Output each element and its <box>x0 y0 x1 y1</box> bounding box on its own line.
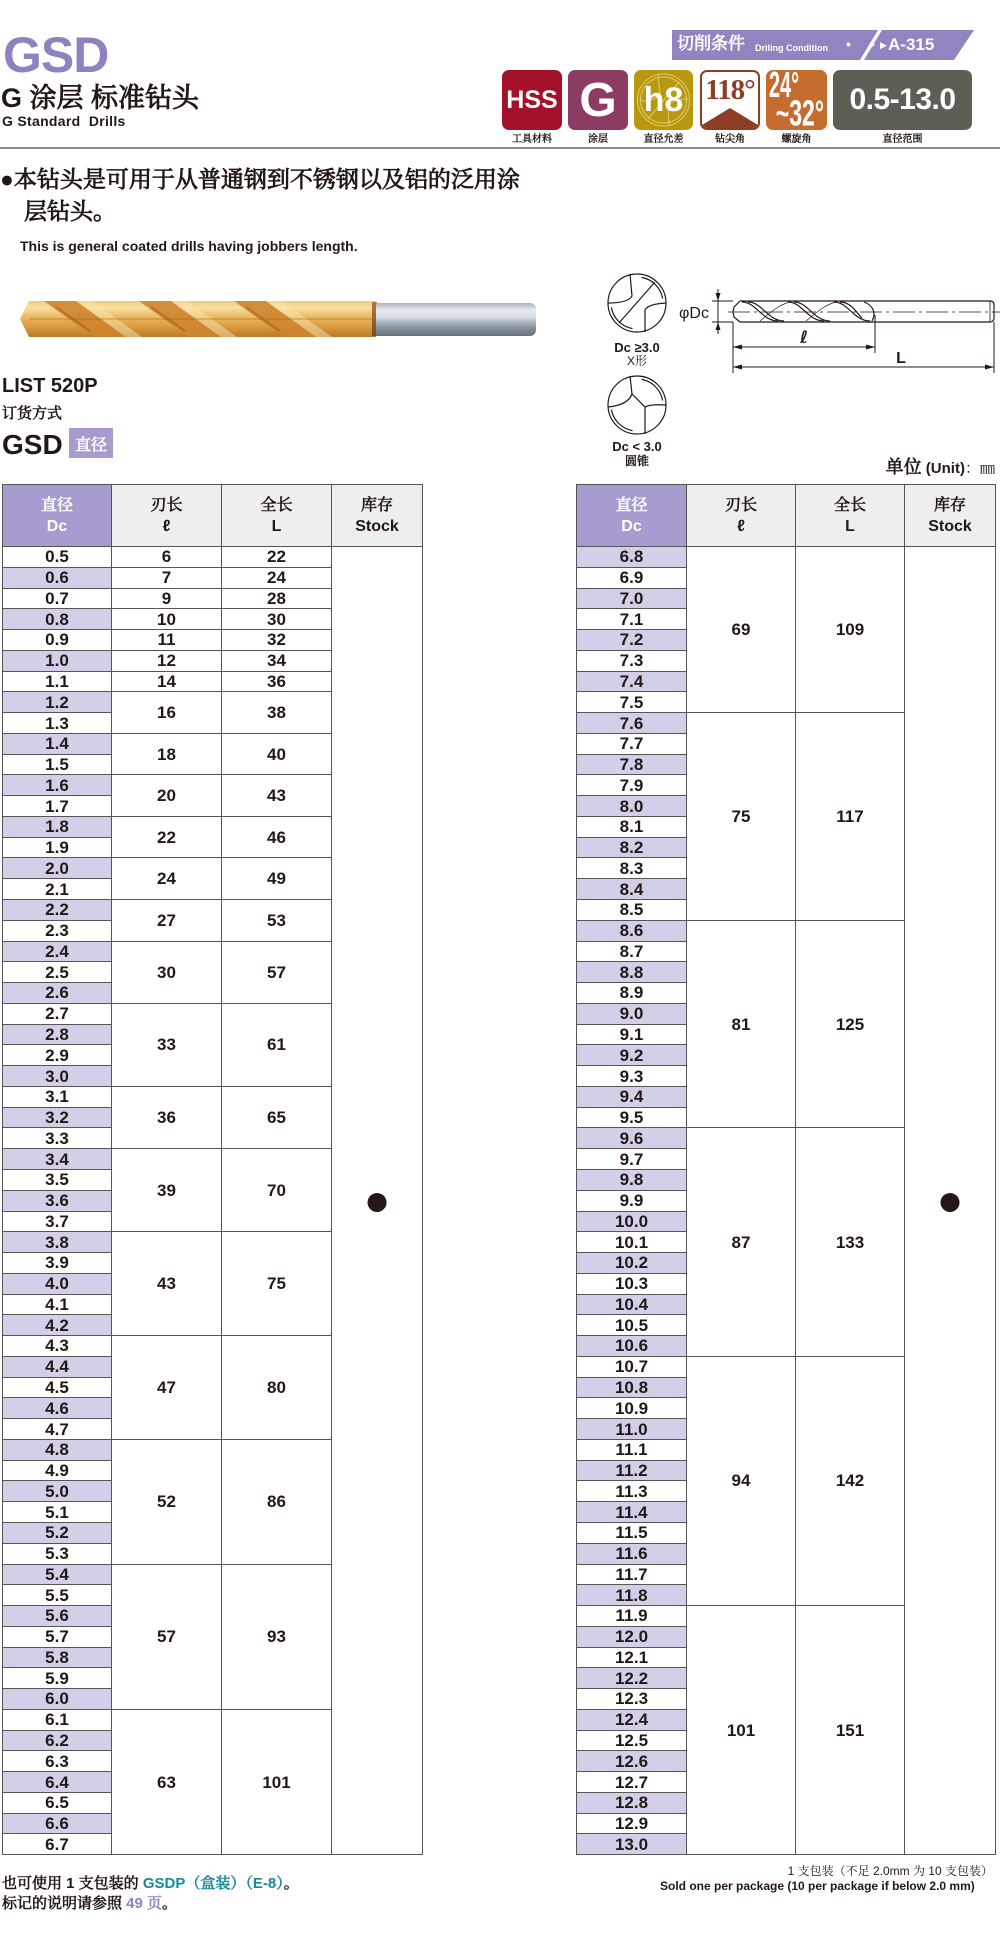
badge-label-point-angle: 钻尖角 <box>715 134 745 145</box>
diameter-cell: 7.3 <box>577 651 687 672</box>
diameter-cell: 7.5 <box>577 692 687 713</box>
flute-length-cell: 16 <box>112 692 222 734</box>
unit-label-en: (Unit) <box>921 460 965 477</box>
drill-product-image <box>20 301 536 337</box>
diameter-cell: 8.7 <box>577 942 687 963</box>
diameter-cell: 10.5 <box>577 1315 687 1336</box>
diameter-cell: 5.8 <box>3 1648 112 1669</box>
diameter-cell: 12.7 <box>577 1772 687 1793</box>
diameter-cell: 2.7 <box>3 1004 112 1025</box>
overall-length-cell: 34 <box>222 651 332 672</box>
diameter-cell: 8.8 <box>577 962 687 983</box>
diameter-cell: 1.5 <box>3 755 112 776</box>
diameter-cell: 3.9 <box>3 1253 112 1274</box>
diameter-cell: 11.1 <box>577 1440 687 1461</box>
unit-label-zh: 单位 <box>885 457 922 477</box>
column-header-symbol: Stock <box>355 517 399 535</box>
diameter-cell: 3.2 <box>3 1108 112 1129</box>
diameter-cell: 1.4 <box>3 734 112 755</box>
package-note-en: Sold one per package (10 per package if below 2.0 mm) <box>660 1879 975 1893</box>
overall-length-cell: 46 <box>222 817 332 859</box>
overall-length-cell: 65 <box>222 1087 332 1149</box>
flute-length-cell: 81 <box>687 921 796 1129</box>
flute-length-cell: 87 <box>687 1128 796 1356</box>
flute-length-symbol: ℓ <box>799 328 809 348</box>
overall-length-cell: 49 <box>222 858 332 900</box>
diameter-cell: 7.7 <box>577 734 687 755</box>
overall-length-cell: 32 <box>222 630 332 651</box>
diameter-cell: 4.7 <box>3 1419 112 1440</box>
overall-length-cell: 86 <box>222 1440 332 1565</box>
column-header-symbol: L <box>271 517 282 535</box>
diameter-cell: 10.1 <box>577 1232 687 1253</box>
diameter-cell: 12.1 <box>577 1648 687 1669</box>
overall-length-cell: 28 <box>222 589 332 610</box>
overall-length-cell: 53 <box>222 900 332 942</box>
in-stock-mark: ● <box>939 1186 961 1216</box>
diameter-cell: 6.0 <box>3 1689 112 1710</box>
diameter-cell: 4.8 <box>3 1440 112 1461</box>
diameter-cell: 5.2 <box>3 1523 112 1544</box>
size-table-left <box>2 484 423 1855</box>
description-zh-line-2: 层钻头。 <box>24 198 116 224</box>
flute-length-cell: 11 <box>112 630 222 651</box>
diameter-cell: 4.4 <box>3 1357 112 1378</box>
diameter-cell: 0.9 <box>3 630 112 651</box>
diameter-cell: 8.1 <box>577 817 687 838</box>
alt-package-note <box>2 1876 299 1891</box>
diameter-cell: 2.2 <box>3 900 112 921</box>
badge-point-angle <box>700 70 760 130</box>
diameter-cell: 9.2 <box>577 1045 687 1066</box>
column-header-symbol: L <box>845 517 855 535</box>
diameter-cell: 9.1 <box>577 1025 687 1046</box>
flute-length-cell: 63 <box>112 1710 222 1855</box>
flute-length-cell: 27 <box>112 900 222 942</box>
diameter-cell: 9.0 <box>577 1004 687 1025</box>
diameter-cell: 0.6 <box>3 568 112 589</box>
overall-length-cell: 75 <box>222 1232 332 1336</box>
diameter-cell: 10.9 <box>577 1398 687 1419</box>
overall-length-cell: 43 <box>222 775 332 817</box>
diameter-cell: 0.8 <box>3 609 112 630</box>
diameter-cell: 11.3 <box>577 1481 687 1502</box>
overall-length-cell: 133 <box>796 1128 905 1356</box>
description-zh-line-1: ●本钻头是可用于从普通钢到不锈钢以及铝的泛用涂 <box>0 166 520 192</box>
diameter-cell: 11.5 <box>577 1523 687 1544</box>
diameter-cell: 6.3 <box>3 1751 112 1772</box>
overall-length-cell: 40 <box>222 734 332 776</box>
flute-length-cell: 33 <box>112 1004 222 1087</box>
diameter-cell: 6.9 <box>577 568 687 589</box>
flute-length-cell: 10 <box>112 609 222 630</box>
column-header-diameter <box>3 485 112 547</box>
badge-label-helix-angle: 螺旋角 <box>781 134 812 145</box>
diameter-cell: 2.4 <box>3 942 112 963</box>
column-header-zh: 刃长 <box>724 496 757 514</box>
product-title-en: G Standard Drills <box>2 113 126 129</box>
flute-length-cell: 69 <box>687 547 796 713</box>
column-header-stock <box>332 485 423 547</box>
diameter-cell: 9.8 <box>577 1170 687 1191</box>
badge-value: G <box>579 73 617 127</box>
ordering-parameter-badge: 直径 <box>69 428 113 458</box>
column-header-symbol: ℓ <box>162 517 171 535</box>
diameter-cell: 2.6 <box>3 983 112 1004</box>
overall-length-cell: 80 <box>222 1336 332 1440</box>
diameter-cell: 9.5 <box>577 1108 687 1129</box>
flute-length-cell: 36 <box>112 1087 222 1149</box>
diameter-cell: 5.0 <box>3 1481 112 1502</box>
x-point-label: Dc ≥3.0 <box>614 340 660 355</box>
flute-length-cell: 22 <box>112 817 222 859</box>
diameter-cell: 12.3 <box>577 1689 687 1710</box>
diameter-cell: 7.4 <box>577 672 687 693</box>
flute-length-cell: 43 <box>112 1232 222 1336</box>
diameter-cell: 6.4 <box>3 1772 112 1793</box>
diameter-cell: 1.8 <box>3 817 112 838</box>
diameter-cell: 2.0 <box>3 858 112 879</box>
column-header-zh: 全长 <box>833 496 866 514</box>
diameter-cell: 7.0 <box>577 589 687 610</box>
diameter-cell: 6.8 <box>577 547 687 568</box>
diameter-cell: 10.0 <box>577 1212 687 1233</box>
overall-length-cell: 93 <box>222 1565 332 1710</box>
diameter-cell: 6.1 <box>3 1710 112 1731</box>
diameter-cell: 5.6 <box>3 1606 112 1627</box>
diameter-cell: 6.2 <box>3 1731 112 1752</box>
diameter-cell: 9.4 <box>577 1087 687 1108</box>
flute-length-cell: 57 <box>112 1565 222 1710</box>
overall-length-cell: 24 <box>222 568 332 589</box>
badge-value-max: ~32° <box>775 92 824 130</box>
alt-package-suffix: 。 <box>283 1875 299 1892</box>
unit-value: ㎜ <box>979 460 995 477</box>
overall-length-cell: 101 <box>222 1710 332 1855</box>
column-header-symbol: Dc <box>621 517 642 535</box>
drill-dimension-diagram <box>590 265 1000 480</box>
alt-package-prefix: 也可使用 1 支包装的 <box>2 1875 143 1892</box>
drill-flute-pattern <box>20 301 376 337</box>
diameter-cell: 6.5 <box>3 1793 112 1814</box>
diameter-cell: 5.7 <box>3 1627 112 1648</box>
ordering-code: GSD <box>2 429 63 460</box>
flute-length-cell: 52 <box>112 1440 222 1565</box>
diameter-cell: 0.5 <box>3 547 112 568</box>
diameter-cell: 3.8 <box>3 1232 112 1253</box>
diameter-cell: 9.6 <box>577 1128 687 1149</box>
diameter-cell: 3.3 <box>3 1128 112 1149</box>
drilling-condition-page-link[interactable]: A-315 <box>888 35 935 54</box>
diameter-cell: 3.0 <box>3 1066 112 1087</box>
gsdp-link[interactable]: GSDP（盒装）（E-8） <box>142 1875 284 1892</box>
diameter-cell: 2.3 <box>3 921 112 942</box>
diameter-cell: 0.7 <box>3 589 112 610</box>
unit-separator: ： <box>964 460 980 477</box>
overall-length-cell: 117 <box>796 713 905 921</box>
diameter-cell: 12.9 <box>577 1814 687 1835</box>
diameter-cell: 5.4 <box>3 1565 112 1586</box>
diameter-cell: 11.9 <box>577 1606 687 1627</box>
diameter-cell: 4.3 <box>3 1336 112 1357</box>
symbol-note <box>2 1896 177 1911</box>
diameter-cell: 3.4 <box>3 1149 112 1170</box>
overall-length-symbol: L <box>896 350 906 367</box>
diameter-cell: 8.0 <box>577 796 687 817</box>
bullet-icon: • <box>870 36 875 52</box>
diameter-cell: 10.2 <box>577 1253 687 1274</box>
diameter-cell: 7.8 <box>577 755 687 776</box>
diameter-cell: 12.2 <box>577 1668 687 1689</box>
cone-point-name: 圆锥 <box>624 454 650 468</box>
ordering-method-label: 订货方式 <box>2 405 63 422</box>
stock-cell <box>332 547 423 1855</box>
diameter-cell: 3.5 <box>3 1170 112 1191</box>
badge-value: 0.5-13.0 <box>849 83 956 116</box>
badge-label-coating: 涂层 <box>588 134 608 145</box>
drilling-condition-label-zh: 切削条件 <box>677 34 745 53</box>
diameter-cell: 11.7 <box>577 1565 687 1586</box>
diameter-cell: 1.3 <box>3 713 112 734</box>
in-stock-mark: ● <box>366 1186 388 1216</box>
diameter-cell: 2.8 <box>3 1025 112 1046</box>
badge-label-diameter-range: 直径范围 <box>882 134 923 145</box>
column-header-overall-length <box>222 485 332 547</box>
overall-length-cell: 125 <box>796 921 905 1129</box>
diameter-cell: 8.3 <box>577 858 687 879</box>
column-header-overall-length <box>796 485 905 547</box>
diameter-cell: 11.8 <box>577 1585 687 1606</box>
flute-length-cell: 6 <box>112 547 222 568</box>
badge-diameter-tolerance <box>634 70 693 130</box>
diameter-cell: 11.2 <box>577 1461 687 1482</box>
drill-flute-body <box>20 301 376 337</box>
column-header-stock <box>905 485 996 547</box>
overall-length-cell: 151 <box>796 1606 905 1855</box>
flute-length-cell: 24 <box>112 858 222 900</box>
cone-point-label: Dc < 3.0 <box>612 439 662 454</box>
badge-label-diameter-tolerance: 直径允差 <box>643 134 684 145</box>
diameter-cell: 3.6 <box>3 1191 112 1212</box>
column-header-flute-length <box>687 485 796 547</box>
overall-length-cell: 36 <box>222 672 332 693</box>
diameter-cell: 10.3 <box>577 1274 687 1295</box>
diameter-cell: 5.1 <box>3 1502 112 1523</box>
cone-point-icon <box>608 376 666 434</box>
column-header-zh: 直径 <box>40 496 73 514</box>
diameter-symbol: φDc <box>679 305 709 322</box>
overall-length-cell: 61 <box>222 1004 332 1087</box>
column-header-symbol: ℓ <box>737 517 745 535</box>
diameter-cell: 1.0 <box>3 651 112 672</box>
diameter-cell: 2.1 <box>3 879 112 900</box>
column-header-symbol: Stock <box>928 517 972 535</box>
diameter-cell: 12.0 <box>577 1627 687 1648</box>
diameter-cell: 11.0 <box>577 1419 687 1440</box>
column-header-zh: 库存 <box>360 496 393 514</box>
unit-label <box>886 457 995 479</box>
bullet-icon: • <box>846 36 851 52</box>
diameter-cell: 2.5 <box>3 962 112 983</box>
flute-length-cell: 12 <box>112 651 222 672</box>
column-header-flute-length <box>112 485 222 547</box>
badge-value: 118° <box>705 74 755 106</box>
diameter-cell: 4.0 <box>3 1274 112 1295</box>
overall-length-cell: 30 <box>222 609 332 630</box>
diameter-cell: 1.9 <box>3 838 112 859</box>
diameter-cell: 8.6 <box>577 921 687 942</box>
description-en: This is general coated drills having jobbers length. <box>20 238 358 254</box>
diameter-cell: 10.6 <box>577 1336 687 1357</box>
diameter-cell: 10.4 <box>577 1295 687 1316</box>
diameter-cell: 12.5 <box>577 1731 687 1752</box>
diameter-cell: 7.1 <box>577 609 687 630</box>
overall-length-cell: 57 <box>222 942 332 1004</box>
diameter-cell: 13.0 <box>577 1834 687 1855</box>
drill-outline-icon <box>733 301 994 322</box>
diameter-cell: 8.4 <box>577 879 687 900</box>
product-title-zh: G 涂层 标准钻头 <box>1 83 200 113</box>
badge-diameter-range <box>833 70 972 130</box>
overall-length-cell: 22 <box>222 547 332 568</box>
series-code: GSD <box>3 27 109 83</box>
diameter-cell: 10.7 <box>577 1357 687 1378</box>
diameter-cell: 9.7 <box>577 1149 687 1170</box>
column-header-zh: 直径 <box>615 496 648 514</box>
drilling-condition-banner[interactable] <box>672 30 974 60</box>
badge-value-min: 24° <box>769 70 800 106</box>
symbol-note-prefix: 标记的说明请参照 <box>2 1895 127 1912</box>
badge-helix-angle <box>766 70 827 130</box>
badge-tool-material <box>502 70 562 130</box>
overall-length-cell: 38 <box>222 692 332 734</box>
diameter-cell: 6.6 <box>3 1814 112 1835</box>
arrow-right-icon: ▶ <box>880 40 887 50</box>
diameter-cell: 1.6 <box>3 775 112 796</box>
diameter-cell: 8.2 <box>577 838 687 859</box>
column-header-zh: 库存 <box>933 496 966 514</box>
diameter-cell: 4.6 <box>3 1398 112 1419</box>
flute-length-cell: 47 <box>112 1336 222 1440</box>
size-table-right <box>576 484 996 1855</box>
diameter-cell: 4.9 <box>3 1461 112 1482</box>
column-header-zh: 全长 <box>260 496 293 514</box>
diameter-cell: 7.9 <box>577 775 687 796</box>
flute-length-cell: 94 <box>687 1357 796 1606</box>
header-divider <box>0 147 1000 149</box>
x-point-icon <box>608 274 666 332</box>
diameter-cell: 1.2 <box>3 692 112 713</box>
diameter-cell: 4.5 <box>3 1378 112 1399</box>
diameter-cell: 4.1 <box>3 1295 112 1316</box>
symbol-note-suffix: 。 <box>162 1895 178 1912</box>
diameter-cell: 2.9 <box>3 1045 112 1066</box>
flute-length-cell: 30 <box>112 942 222 1004</box>
diameter-cell: 1.1 <box>3 672 112 693</box>
diameter-cell: 11.6 <box>577 1544 687 1565</box>
diameter-cell: 6.7 <box>3 1834 112 1855</box>
diameter-cell: 7.2 <box>577 630 687 651</box>
diameter-cell: 3.1 <box>3 1087 112 1108</box>
diameter-cell: 4.2 <box>3 1315 112 1336</box>
overall-length-cell: 109 <box>796 547 905 713</box>
diameter-cell: 8.5 <box>577 900 687 921</box>
badge-value: HSS <box>506 85 558 114</box>
diameter-cell: 1.7 <box>3 796 112 817</box>
flute-length-cell: 9 <box>112 589 222 610</box>
diameter-cell: 10.8 <box>577 1378 687 1399</box>
flute-length-cell: 39 <box>112 1149 222 1232</box>
column-header-zh: 刃长 <box>150 496 183 514</box>
column-header-symbol: Dc <box>46 517 68 535</box>
diameter-cell: 12.6 <box>577 1751 687 1772</box>
overall-length-cell: 142 <box>796 1357 905 1606</box>
diameter-cell: 11.4 <box>577 1502 687 1523</box>
diameter-cell: 8.9 <box>577 983 687 1004</box>
diameter-cell: 9.9 <box>577 1191 687 1212</box>
badge-value: h8 <box>643 80 684 119</box>
badge-label-tool-material: 工具材料 <box>512 134 552 145</box>
flute-length-cell: 101 <box>687 1606 796 1855</box>
column-header-diameter <box>577 485 687 547</box>
x-point-name: X形 <box>626 354 648 368</box>
diameter-cell: 9.3 <box>577 1066 687 1087</box>
diameter-cell: 5.9 <box>3 1668 112 1689</box>
dimension-lines <box>712 289 994 373</box>
diameter-cell: 5.5 <box>3 1585 112 1606</box>
diameter-cell: 7.6 <box>577 713 687 734</box>
drill-shank <box>376 303 536 336</box>
diameter-cell: 5.3 <box>3 1544 112 1565</box>
list-number: LIST 520P <box>2 375 98 397</box>
flute-length-cell: 20 <box>112 775 222 817</box>
symbol-page-link[interactable]: 49 页 <box>126 1895 163 1912</box>
drilling-condition-label-en: Driling Condition <box>755 43 828 53</box>
diameter-cell: 3.7 <box>3 1212 112 1233</box>
overall-length-cell: 70 <box>222 1149 332 1232</box>
flute-length-cell: 75 <box>687 713 796 921</box>
flute-length-cell: 7 <box>112 568 222 589</box>
flute-length-cell: 18 <box>112 734 222 776</box>
badge-coating <box>568 70 628 130</box>
diameter-cell: 12.4 <box>577 1710 687 1731</box>
flute-length-cell: 14 <box>112 672 222 693</box>
stock-cell <box>905 547 996 1855</box>
package-note-zh: 1 支包装（不足 2.0mm 为 10 支包装） <box>787 1864 993 1878</box>
diameter-cell: 12.8 <box>577 1793 687 1814</box>
